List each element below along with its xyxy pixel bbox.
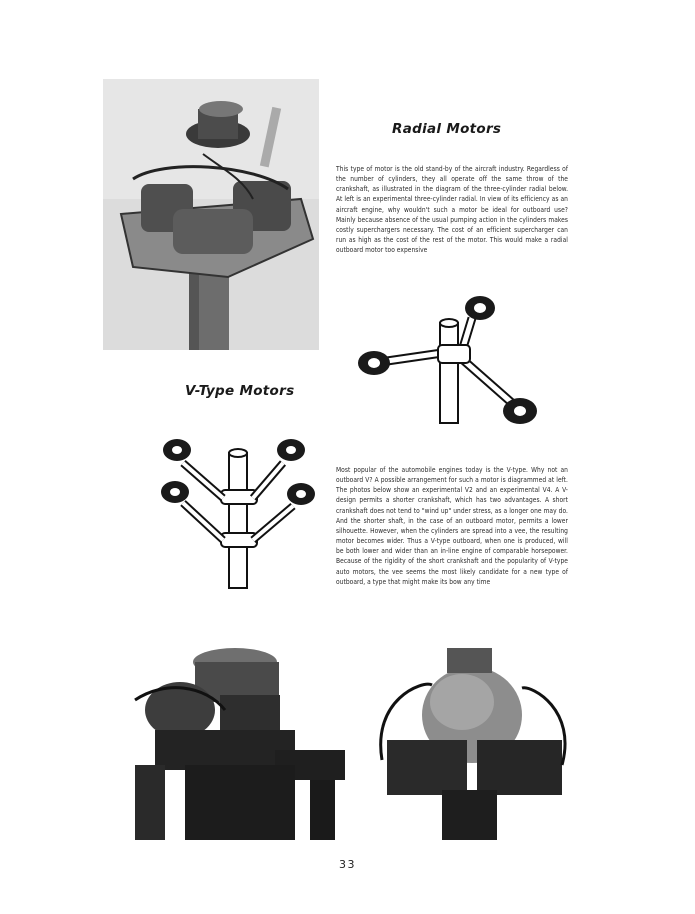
radial-crankshaft-diagram [352,293,542,439]
v-type-crankshaft-diagram [153,428,323,596]
radial-engine-photo [103,79,319,350]
v-type-motors-heading: V-Type Motors [185,383,295,399]
radial-motors-heading: Radial Motors [392,121,502,137]
page-number: 33 [339,858,356,871]
v2-engine-photo [125,640,348,840]
v4-engine-photo [362,640,577,845]
v-type-motors-paragraph: Most popular of the automobile engines today is the V-type. Why not an outboard V? A possible arrangement for such a motor is diagrammed at left. The photos below show an experimental V2 and an experimental V4. A V-design permits a shorter crankshaft, which has two advantages. A short crankshaft does not tend to "wind up" under stress, as a longer one may do. And the shorter shaft, in the case of an outboard motor, permits a lower silhouette. However, when the cylinders are spread into a vee, the resulting motor becomes wider. Thus a V-type outboard, when one is produced, will be both lower and wider than an in-line engine of comparable horsepower. Because of the rigidity of the short crankshaft and the popularity of V-type auto motors, the vee seems the most likely candidate for a new type of outboard, a type that might make its bow any time [336,466,568,586]
radial-motors-paragraph: This type of motor is the old stand-by of the aircraft industry. Regardless of the number of cylinders, they all operate off the same throw of the crankshaft, as illustrated in the diagram of the three-cylinder radial below. At left is an experimental three-cylinder radial. In view of its efficiency as an aircraft engine, why wouldn't such a motor be ideal for outboard use? Mainly because absence of the usual pumping action in the cylinders makes costly superchargers necessary. The cost of an efficient supercharger can run as high as the cost of the rest of the motor. This would make a radial outboard motor too expensive [336,165,568,255]
